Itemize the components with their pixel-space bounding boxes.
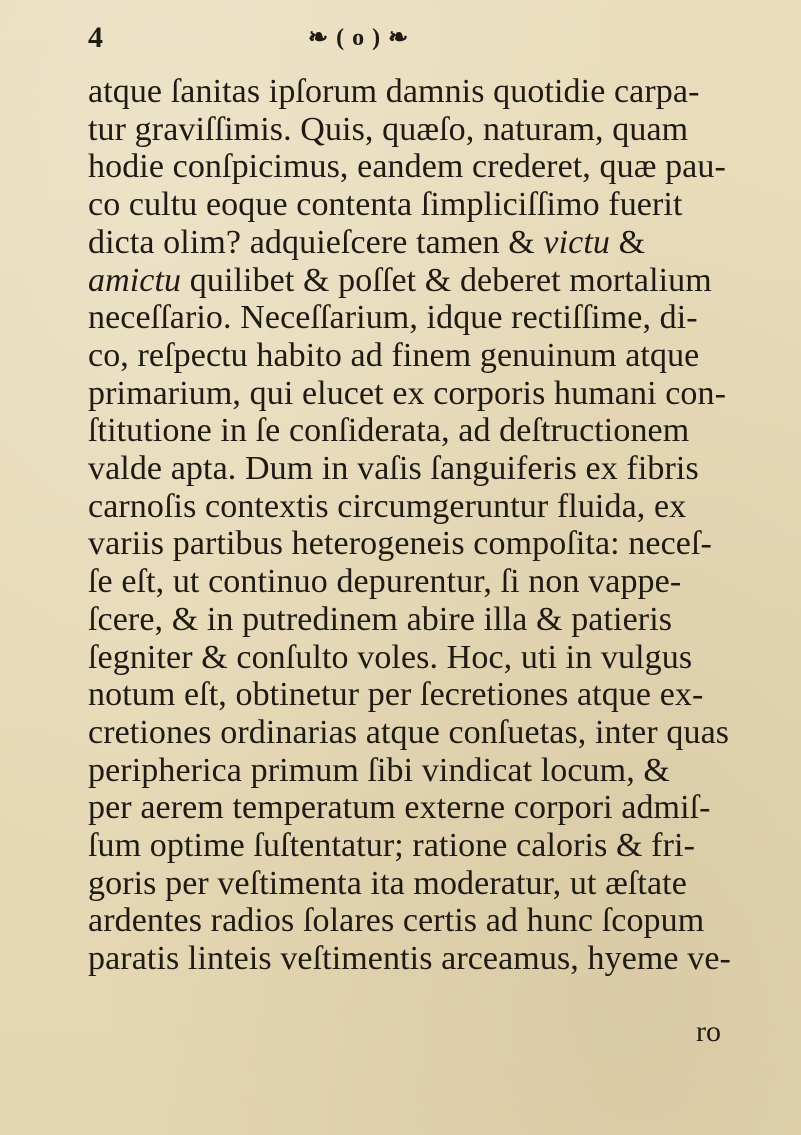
text-line-2: tur graviſſimis. Quis, quæſo, naturam, quam: [88, 110, 689, 148]
page-header: [88, 18, 708, 58]
text-line-22: goris per veſtimenta ita moderatur, ut æſtate: [88, 864, 687, 902]
text-line-10: ſtitutione in ſe conſiderata, ad deſtructionem: [88, 412, 690, 450]
text-line-9: primarium, qui elucet ex corporis humani con-: [88, 374, 727, 412]
text-line-20: per aerem temperatum externe corpori admiſ-: [88, 789, 711, 827]
catchword: ro: [696, 1015, 721, 1048]
text-line-14: ſe eſt, ut continuo depurentur, ſi non vappe-: [88, 563, 682, 601]
text-line-5: dicta olim? adquieſcere tamen & victu &: [88, 223, 646, 261]
text-line-17: notum eſt, obtinetur per ſecretiones atque ex-: [88, 676, 704, 714]
text-line-4: co cultu eoque contenta ſimpliciſſimo fuerit: [88, 186, 683, 224]
text-line-6: amictu quilibet & poſſet & deberet mortalium: [88, 261, 712, 299]
text-line-16: ſegniter & conſulto voles. Hoc, uti in vulgus: [88, 638, 693, 676]
text-line-21: ſum optime ſuſtentatur; ratione caloris & fri-: [88, 827, 695, 865]
text-line-19: peripherica primum ſibi vindicat locum, &: [88, 751, 670, 789]
running-head: ❧ ( o ) ❧: [308, 25, 410, 51]
text-line-1: atque ſanitas ipſorum damnis quotidie carpa-: [88, 73, 700, 110]
text-line-15: ſcere, & in putredinem abire illa & patieris: [88, 600, 673, 638]
text-line-3: hodie conſpicimus, eandem crederet, quæ pau-: [88, 148, 726, 186]
text-line-12: carnoſis contextis circumgeruntur fluida, ex: [88, 487, 687, 525]
text-line-11: valde apta. Dum in vaſis ſanguiferis ex fibris: [88, 450, 699, 488]
page-number: 4: [88, 21, 103, 54]
body-text: [88, 73, 731, 978]
text-line-7: neceſſario. Neceſſarium, idque rectiſſime, di-: [88, 299, 698, 337]
text-line-18: cretiones ordinarias atque conſuetas, inter quas: [88, 713, 730, 751]
text-line-13: variis partibus heterogeneis compoſita: neceſ-: [88, 525, 712, 563]
text-line-24: paratis linteis veſtimentis arceamus, hyeme ve-: [88, 940, 731, 978]
text-line-23: ardentes radios ſolares certis ad hunc ſcopum: [88, 902, 705, 940]
text-line-8: co, reſpectu habito ad finem genuinum atque: [88, 336, 700, 374]
